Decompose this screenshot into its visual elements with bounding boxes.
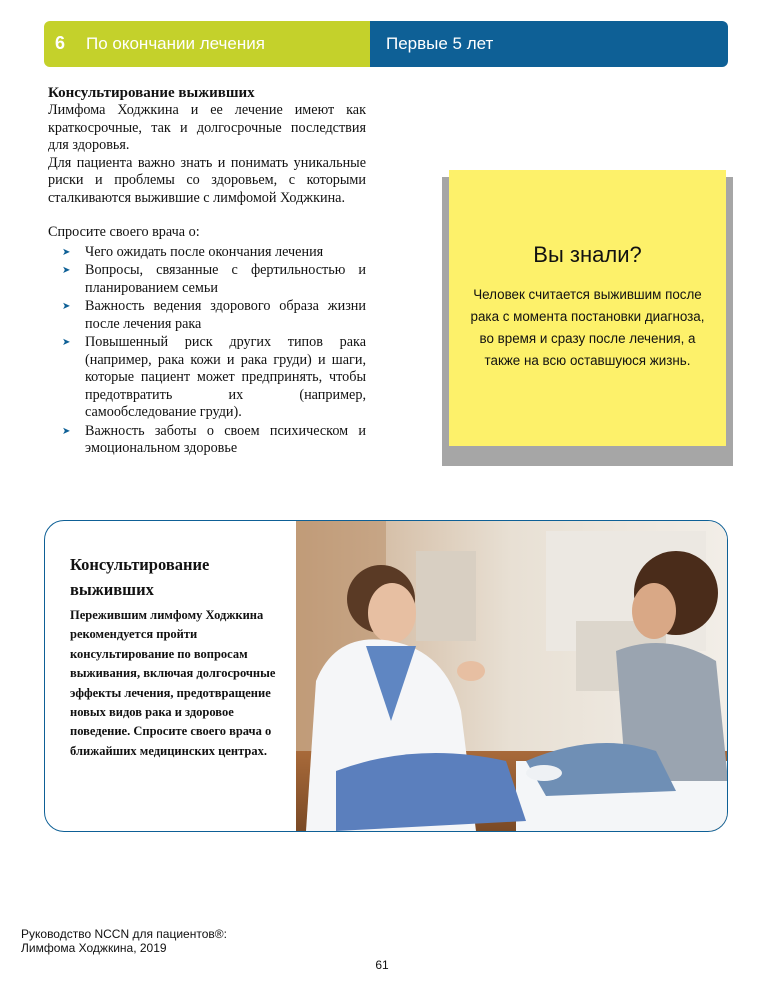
list-item [48,334,366,422]
arrow-bullet-icon: ➤ [62,246,71,258]
ask-doctor-list [48,244,366,458]
ask-doctor-intro: Спросите своего врача о: [48,224,200,240]
footer-publication [21,927,227,955]
arrow-bullet-icon: ➤ [62,425,71,437]
main-heading: Консультирование выживших [48,85,255,101]
list-item-text: Чего ожидать после окончания лечения [85,243,324,260]
section-title: Первые 5 лет [386,34,494,53]
list-item [48,298,366,333]
panel-body: Пережившим лимфому Ходжкина рекомендуется пройти консультирование по вопросам выживания, включая долгосрочные эффекты лечения, предотвращение новых видов рака и здоровое поведение. Спросите своего врача о ближайших медицинских центрах. [70,608,276,758]
chapter-header [44,21,728,67]
callout-text: Человек считается выжившим после рака с момента постановки диагноза, во время и сразу после лечения, а также на всю оставшуюся жизнь. [470,287,705,368]
list-item [48,244,366,262]
section-tab [370,21,728,67]
main-text-column [48,84,366,459]
panel-title: Консультирование выживших [70,555,210,599]
list-item-text: Вопросы, связанные с фертильностью и планированием семьи [85,262,366,296]
chapter-title: По окончании лечения [86,34,265,53]
intro-paragraph-2: Для пациента важно знать и понимать уникальные риски и проблемы со здоровьем, с которыми сталкиваются выжившие с лимфомой Ходжкина. [48,154,366,206]
list-item-text: Повышенный риск других типов рака (например, рака кожи и рака груди) и шаги, которые пациент может предпринять, чтобы предотвратить их (например, самообследование груди). [85,334,366,420]
list-item-text: Важность заботы о своем психическом и эмоциональном здоровье [85,422,366,456]
arrow-bullet-icon: ➤ [62,337,71,348]
footer-line-1: Руководство NCCN для пациентов®: [21,927,227,941]
arrow-bullet-icon: ➤ [62,265,71,276]
list-item-text: Важность ведения здорового образа жизни после лечения рака [85,298,366,332]
survivorship-panel [44,520,728,832]
callout-title: Вы знали? [533,242,642,267]
doctor-patient-photo [296,521,728,831]
intro-paragraph-1: Лимфома Ходжкина и ее лечение имеют как краткосрочные, так и долгосрочные последствия для здоровья. [48,102,366,153]
panel-text-block [70,552,285,761]
arrow-bullet-icon: ➤ [62,301,71,312]
chapter-number: 6 [55,33,66,53]
list-item [48,262,366,297]
chapter-tab [44,21,374,67]
list-item [48,423,366,458]
did-you-know-callout [449,170,726,446]
page-number: 61 [375,958,389,972]
footer-line-2: Лимфома Ходжкина, 2019 [21,941,167,955]
